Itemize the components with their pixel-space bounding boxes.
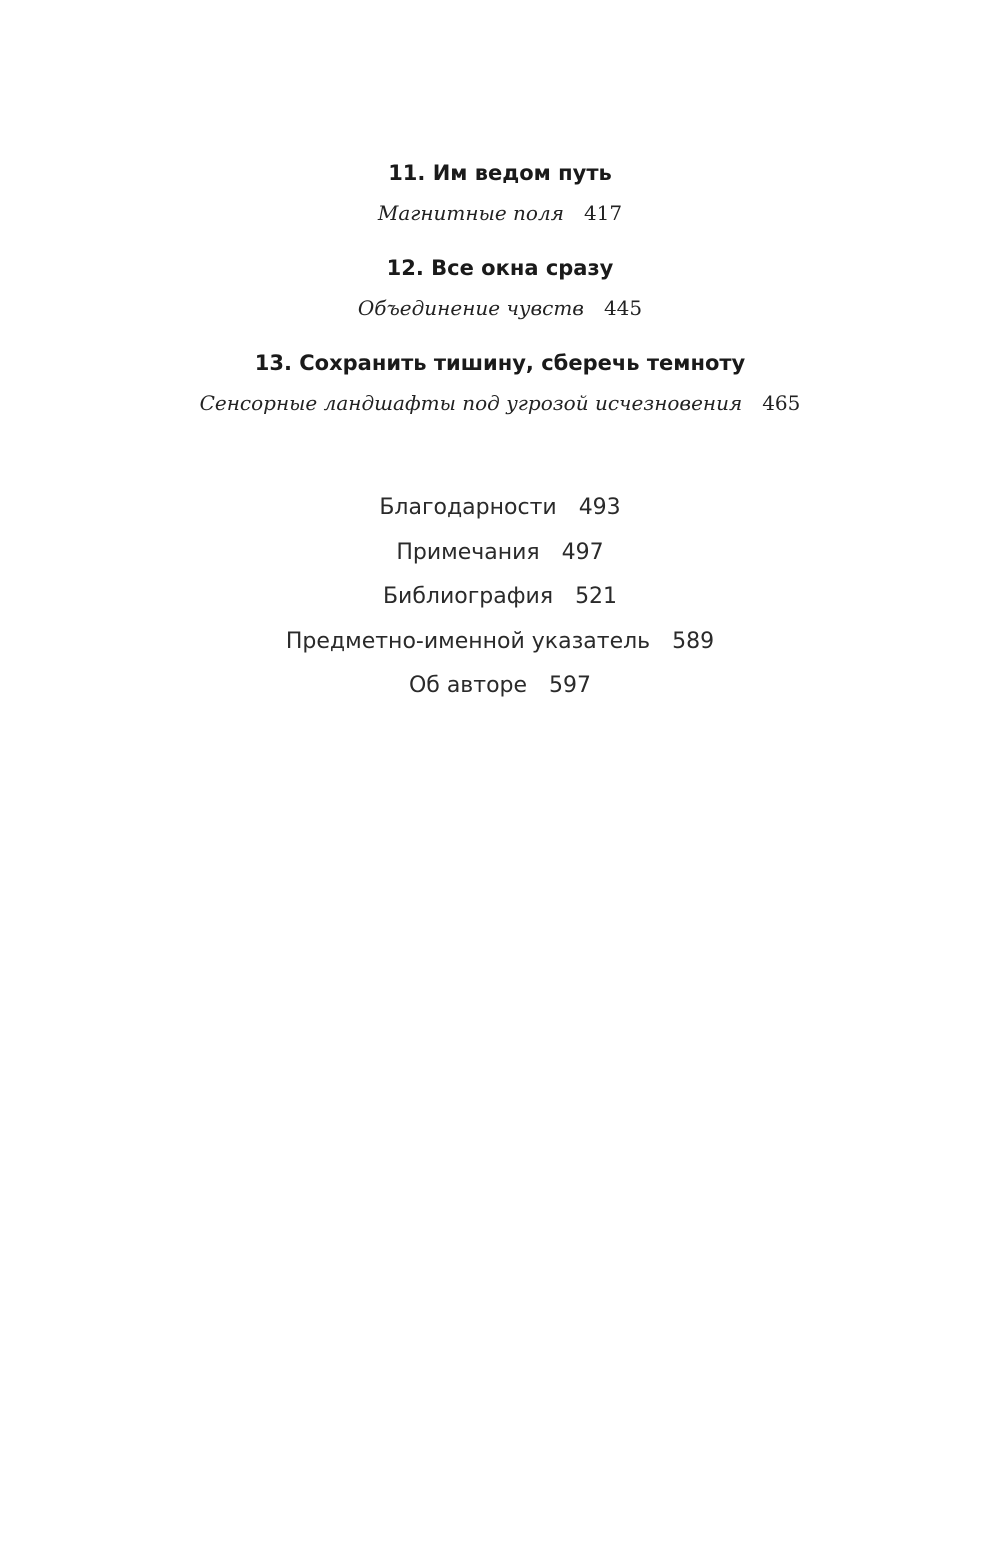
back-matter-label: Об авторе [408,673,528,698]
back-matter-list [0,486,1000,709]
back-matter-label: Библиография [382,584,554,609]
chapter-title: 11. Им ведом путь [388,161,612,185]
toc-chapter-12 [0,253,1000,321]
back-matter-page-number: 589 [672,628,715,654]
back-matter-item [0,620,1000,665]
chapter-title: 13. Сохранить тишину, сберечь темноту [254,351,746,375]
back-matter-page-number: 521 [575,584,618,609]
back-matter-page-number: 597 [549,673,592,698]
chapter-page-number: 465 [762,391,801,415]
chapter-page-number: 417 [583,201,623,225]
chapter-subtitle: Сенсорные ландшафты под угрозой исчезновения [199,391,743,415]
chapter-subtitle: Объединение чувств [357,296,584,320]
toc-chapter-13 [0,348,1000,416]
chapter-page-number: 445 [603,296,643,320]
back-matter-page-number: 493 [578,495,621,520]
chapter-subtitle-line [0,295,1000,321]
back-matter-label: Примечания [396,539,540,565]
back-matter-label: Предметно-именной указатель [285,628,651,654]
back-matter-item [0,664,1000,709]
back-matter-item [0,575,1000,620]
chapter-title: 12. Все окна сразу [386,256,614,280]
toc-chapter-11 [0,158,1000,226]
back-matter-page-number: 497 [561,539,604,565]
chapter-subtitle-line [0,390,1000,416]
chapter-subtitle: Магнитные поля [377,201,564,225]
back-matter-item [0,486,1000,531]
back-matter-item [0,531,1000,576]
back-matter-label: Благодарности [379,495,557,520]
chapter-subtitle-line [0,200,1000,226]
